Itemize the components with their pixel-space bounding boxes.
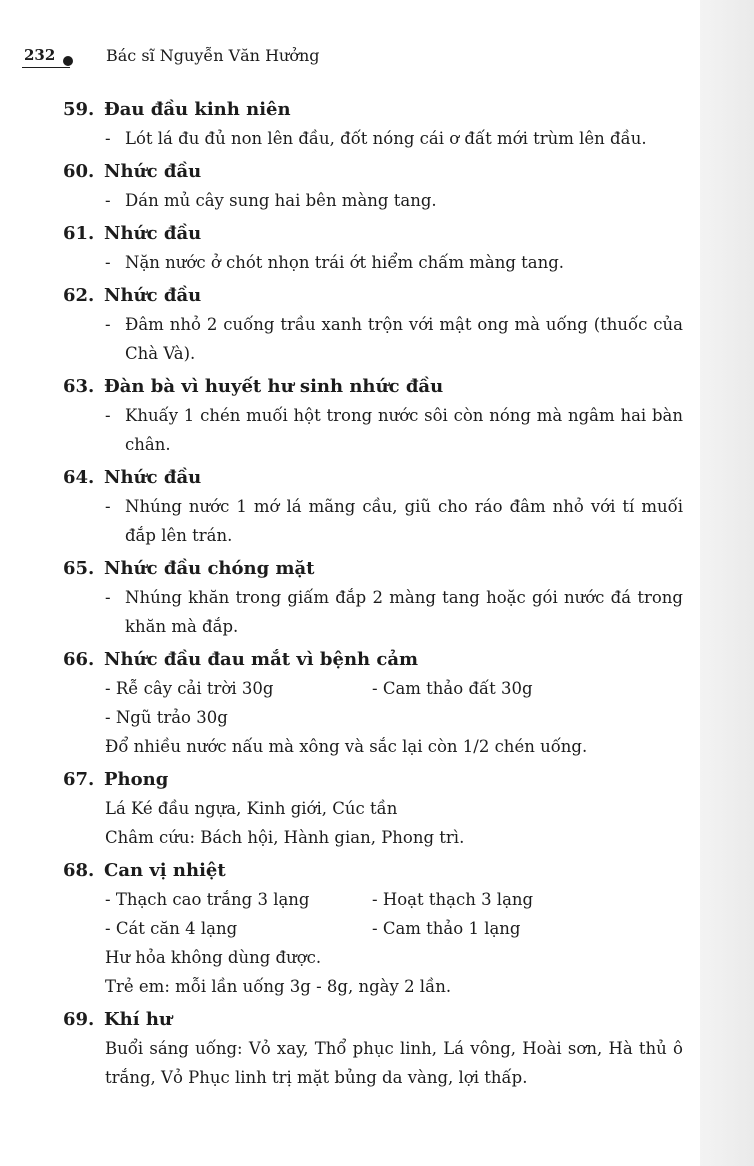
page-header	[0, 44, 700, 72]
page-edge-shadow	[700, 0, 754, 1166]
section-65	[63, 554, 683, 641]
section-title: 66. Nhức đầu đau mắt vì bệnh cảm	[63, 649, 419, 670]
section-title: 60. Nhức đầu	[63, 161, 202, 182]
ingredient: - Rễ cây cải trời 30g	[105, 679, 274, 698]
ingredient-row	[63, 674, 683, 703]
section-60	[63, 157, 683, 215]
section-66	[63, 645, 683, 761]
section-title: 65. Nhức đầu chóng mặt	[63, 558, 315, 579]
page-number: 232	[24, 46, 56, 64]
ingredient: - Cam thảo 1 lạng	[372, 919, 521, 938]
header-dot-ornament	[63, 56, 73, 66]
section-67	[63, 765, 683, 852]
remedy-item: - Khuấy 1 chén muối hột trong nước sôi còn nóng mà ngâm hai bàn chân.	[105, 406, 683, 454]
section-62	[63, 281, 683, 368]
remedy-item: - Nặn nước ở chót nhọn trái ớt hiểm chấm màng tang.	[105, 253, 565, 272]
remedy-item: - Lót lá đu đủ non lên đầu, đốt nóng cái ơ đất mới trùm lên đầu.	[105, 129, 647, 148]
instruction-text: Trẻ em: mỗi lần uống 3g - 8g, ngày 2 lần.	[105, 977, 452, 996]
section-title: 63. Đàn bà vì huyết hư sinh nhức đầu	[63, 376, 444, 397]
section-title: 69. Khí hư	[63, 1009, 173, 1030]
instruction-text: Đổ nhiều nước nấu mà xông và sắc lại còn 1/2 chén uống.	[105, 737, 588, 756]
section-title: 62. Nhức đầu	[63, 285, 202, 306]
section-title: 61. Nhức đầu	[63, 223, 202, 244]
section-59	[63, 95, 683, 153]
section-title: 64. Nhức đầu	[63, 467, 202, 488]
ingredient: - Thạch cao trắng 3 lạng	[105, 890, 310, 909]
remedy-item: - Dán mủ cây sung hai bên màng tang.	[105, 191, 437, 210]
section-68	[63, 856, 683, 1001]
running-header-author: Bác sĩ Nguyễn Văn Hưởng	[106, 46, 320, 65]
page-content	[63, 95, 683, 1096]
section-64	[63, 463, 683, 550]
ingredient: - Ngũ trảo 30g	[105, 708, 228, 727]
instruction-paragraph: Buổi sáng uống: Vỏ xay, Thổ phục linh, Lá vông, Hoài sơn, Hà thủ ô trắng, Vỏ Phục linh trị mặt bủng da vàng, lợi thấp.	[105, 1039, 683, 1087]
ingredient: - Cam thảo đất 30g	[372, 679, 533, 698]
header-rule	[22, 67, 70, 68]
section-61	[63, 219, 683, 277]
ingredient: - Cát căn 4 lạng	[105, 919, 238, 938]
section-63	[63, 372, 683, 459]
ingredient-row	[63, 885, 683, 914]
section-69	[63, 1005, 683, 1092]
section-title: 59. Đau đầu kinh niên	[63, 99, 291, 120]
instruction-text: Châm cứu: Bách hội, Hành gian, Phong trì.	[105, 828, 465, 847]
section-title: 67. Phong	[63, 769, 169, 790]
section-title: 68. Can vị nhiệt	[63, 860, 226, 881]
instruction-text: Lá Ké đầu ngựa, Kinh giới, Cúc tần	[105, 799, 398, 818]
remedy-item: - Nhúng nước 1 mớ lá mãng cầu, giũ cho ráo đâm nhỏ với tí muối đắp lên trán.	[105, 497, 683, 545]
remedy-item: - Đâm nhỏ 2 cuống trầu xanh trộn với mật ong mà uống (thuốc của Chà Và).	[105, 315, 683, 363]
remedy-item: - Nhúng khăn trong giấm đắp 2 màng tang hoặc gói nước đá trong khăn mà đắp.	[105, 588, 683, 636]
ingredient: - Hoạt thạch 3 lạng	[372, 890, 534, 909]
ingredient-row	[63, 703, 683, 732]
ingredient-row	[63, 914, 683, 943]
instruction-text: Hư hỏa không dùng được.	[105, 948, 322, 967]
